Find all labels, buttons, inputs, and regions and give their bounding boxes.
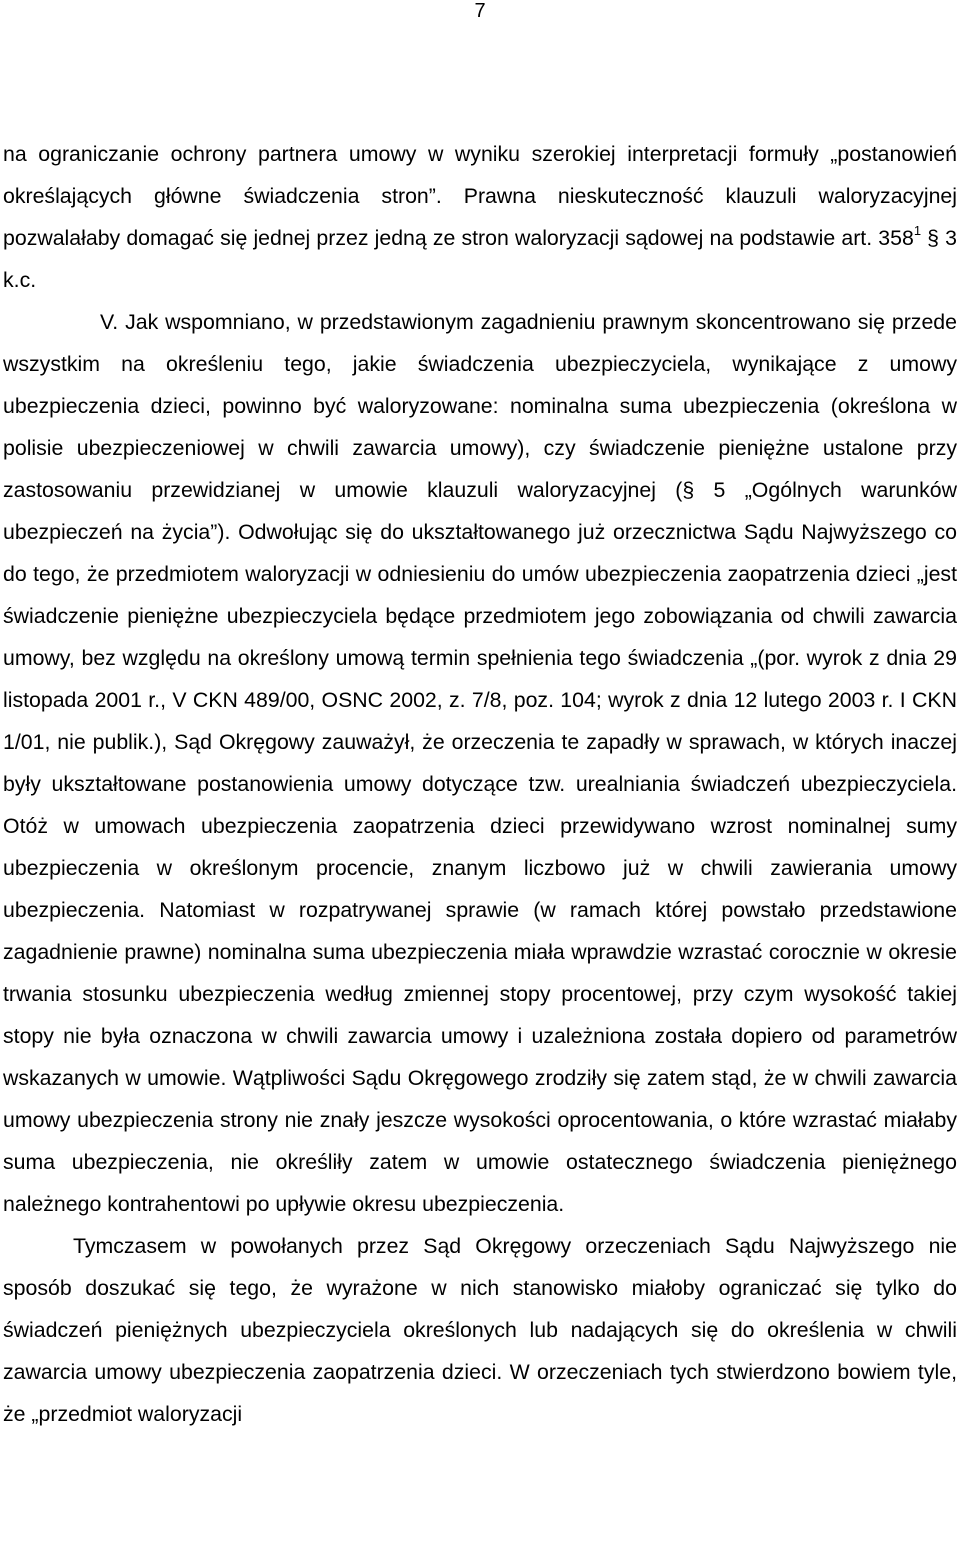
document-body: [3, 133, 957, 1435]
paragraph-text: § 3 k.c.: [3, 226, 958, 292]
page-number: 7: [474, 0, 486, 22]
paragraph-continuation: [3, 133, 957, 301]
paragraph-tymczasem: Tymczasem w powołanych przez Sąd Okręgowy orzeczeniach Sądu Najwyższego nie sposób doszukać się tego, że wyrażone w nich stanowisko miałoby ograniczać się tylko do świadczeń pieniężnych ubezpieczyciela określonych lub nadających się do określenia w chwili zawarcia umowy ubezpieczenia zaopatrzenia dzieci. W orzeczeniach tych stwierdzono bowiem tyle, że „przedmiot waloryzacji: [3, 1234, 957, 1426]
paragraph-section-v: V. Jak wspomniano, w przedstawionym zagadnieniu prawnym skoncentrowano się przede wszystkim na określeniu tego, jakie świadczenia ubezpieczyciela, wynikające z umowy ubezpieczenia dzieci, powinno być waloryzowane: nominalna suma ubezpieczenia (określona w polisie ubezpieczeniowej w chwili zawarcia umowy), czy świadczenie pieniężne ustalone przy zastosowaniu przewidzianej w umowie klauzuli waloryzacyjnej (§ 5 „Ogólnych warunków ubezpieczeń na życia”). Odwołując się do ukształtowanego już orzecznictwa Sądu Najwyższego co do tego, że przedmiotem waloryzacji w odniesieniu do umów ubezpieczenia zaopatrzenia dzieci „jest świadczenie pieniężne ubezpieczyciela będące przedmiotem jego zobowiązania od chwili zawarcia umowy, bez względu na określony umową termin spełnienia tego świadczenia „(por. wyrok z dnia 29 listopada 2001 r., V CKN 489/00, OSNC 2002, z. 7/8, poz. 104; wyrok z dnia 12 lutego 2003 r. I CKN 1/01, nie publik.), Sąd Okręgowy zauważył, że orzeczenia te zapadły w sprawach, w których inaczej były ukształtowane postanowienia umowy dotyczące tzw. urealniania świadczeń ubezpieczyciela. Otóż w umowach ubezpieczenia zaopatrzenia dzieci przewidywano wzrost nominalnej sumy ubezpieczenia w określonym procencie, znanym liczbowo już w chwili zawierania umowy ubezpieczenia. Natomiast w rozpatrywanej sprawie (w ramach której powstało przedstawione zagadnienie prawne) nominalna suma ubezpieczenia miała wprawdzie wzrastać corocznie w okresie trwania stosunku ubezpieczenia według zmiennej stopy procentowej, przy czym wysokość takiej stopy nie była oznaczona w chwili zawarcia umowy i uzależniona została dopiero od parametrów wskazanych w umowie. Wątpliwości Sądu Okręgowego zrodziły się zatem stąd, że w chwili zawarcia umowy ubezpieczenia strony nie znały jeszcze wysokości oprocentowania, o które wzrastać miałaby suma ubezpieczenia, nie określiły zatem w umowie ostatecznego świadczenia pieniężnego należnego kontrahentowi po upływie okresu ubezpieczenia.: [3, 310, 957, 1216]
paragraph-text: na ograniczanie ochrony partnera umowy w wyniku szerokiej interpretacji formuły „postanowień określających główne świadczenia stron”. Prawna nieskuteczność klauzuli waloryzacyjnej pozwalałaby domagać się jednej przez jedną ze stron waloryzacji sądowej na podstawie art. 358: [3, 142, 957, 250]
superscript: 1: [913, 222, 922, 238]
